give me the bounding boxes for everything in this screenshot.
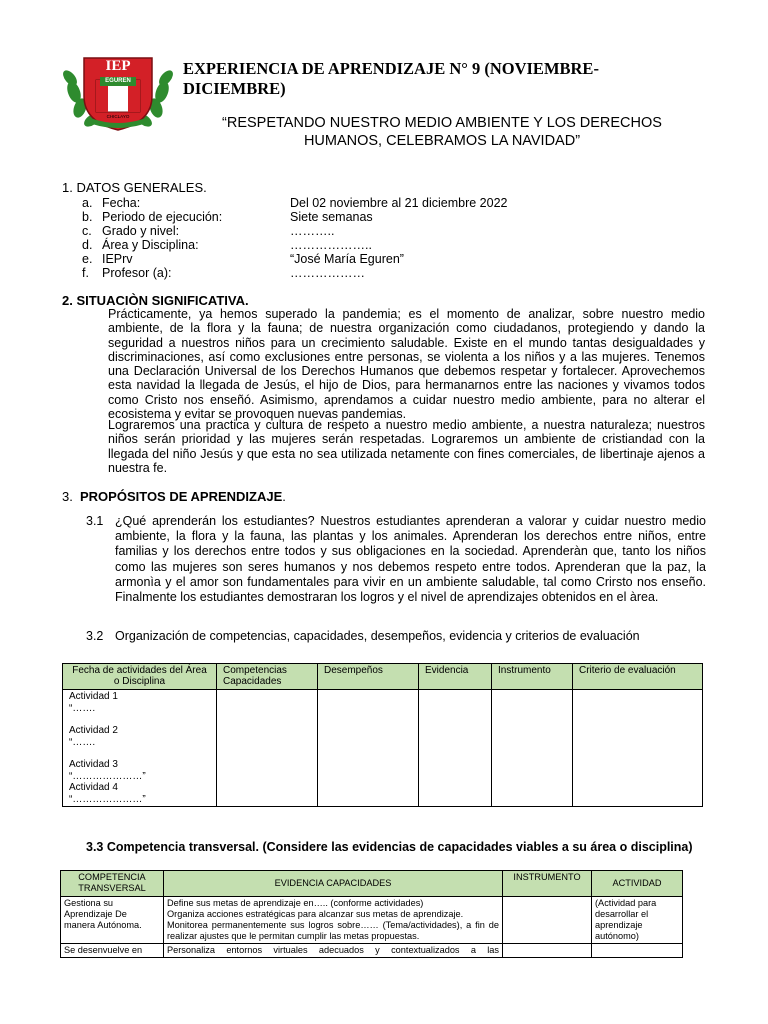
activity-dots: “…….: [69, 702, 96, 714]
table-header: COMPETENCIA TRANSVERSAL: [61, 871, 164, 897]
evidencia-line: Monitorea permanentemente sus logros sobre…… (Tema/actividades), a fin de realizar ajustes que le permitan cumplir las metas propuestas.: [167, 920, 499, 941]
table-header: INSTRUMENTO: [503, 871, 592, 897]
datos-item-label: Periodo de ejecución:: [102, 210, 223, 224]
table-header: Instrumento: [492, 664, 573, 690]
table-cell: [217, 690, 318, 807]
activity-name: Actividad 4: [69, 782, 118, 793]
datos-item-value: Del 02 noviembre al 21 diciembre 2022: [290, 196, 508, 210]
s31-paragraph: ¿Qué aprenderán los estudiantes? Nuestros estudiantes aprenderan a valorar y cuidar nuestro medio ambiente, la flora y la fauna, las plantas y los animales. Aprenderan los derechos entre niños, entre familias y los derechos entre todos y sus obligaciones en la sociedad. Aprenderàn que, tanto los niños como las mujeres son seres humanos y nos debemos respeto entre todos. Aprenderan que la paz, la armonìa y el amor son fundamentales para vivir en un ambiente saludable, tal como Crirsto nos enseño. Finalmente los estudiantes demostraran los logros y el nivel de aprendizajes obtenidos en el àrea.: [115, 514, 706, 605]
s31-num: 3.1: [86, 514, 104, 528]
page-title: [183, 59, 663, 99]
page-subtitle: [150, 114, 734, 150]
evidencia-line: Organiza acciones estratégicas para alcanzar sus metas de aprendizaje.: [167, 909, 464, 919]
logo-text-iep: IEP: [105, 58, 131, 74]
table-cell-activities: [63, 690, 217, 807]
datos-item: [82, 196, 140, 210]
page-subtitle-line2: HUMANOS, CELEBRAMOS LA NAVIDAD”: [303, 133, 581, 149]
datos-item-mark: e.: [82, 252, 93, 266]
table-header: Fecha de actividades del Área o Disciplina: [63, 664, 217, 690]
s32-text: Organización de competencias, capacidades, desempeños, evidencia y criterios de evaluación: [115, 629, 640, 643]
table-cell: [503, 944, 592, 958]
datos-item-mark: b.: [82, 210, 93, 224]
datos-item-mark: c.: [82, 224, 92, 238]
activity-name: Actividad 3: [69, 759, 118, 770]
table-header: Evidencia: [419, 664, 492, 690]
activity-dots: “…………………”: [69, 770, 146, 782]
datos-item-mark: a.: [82, 196, 93, 210]
datos-heading: 1. DATOS GENERALES.: [62, 180, 207, 195]
datos-item: [82, 252, 133, 266]
table-row: [61, 944, 683, 958]
activity-name: Actividad 2: [69, 725, 118, 736]
page-subtitle-line1: “RESPETANDO NUESTRO MEDIO AMBIENTE Y LOS DERECHOS: [222, 115, 662, 131]
situacion-paragraph-1: Prácticamente, ya hemos superado la pandemia; es el momento de analizar, sobre nuestro medio ambiente, de la flora y la fauna; de nuestra organización como ciudadanos, protegiendo y dando la seguridad a nuestros niños para un crecimiento saludable. Existe en el mundo tantas desigualdades y discriminaciones, así como exclusiones entre personas, se violenta a los niños y a las mujeres. Tenemos una Declaración Universal de los Derechos Humanos que debemos respetar y fortalecer. Aprovechemos esta navidad la llegada de Jesús, el hijo de Dios, para hermanarnos entre las naciones y vivamos todos como Cristo nos enseñó. Asimismo, aprendamos a cuidar nuestro medio ambiente, para no alterar el ecosistema y evitar se provoquen nuevas pandemias.: [108, 307, 705, 422]
table-cell: [573, 690, 703, 807]
datos-item-label: Profesor (a):: [102, 266, 172, 280]
competencia-transversal-table: [60, 870, 683, 958]
datos-item-label: Área y Disciplina:: [102, 238, 199, 252]
s32-num: 3.2: [86, 629, 104, 643]
propositos-heading-dot: .: [282, 489, 286, 504]
situacion-paragraph-2: Lograremos una practica y cultura de respeto a nuestro medio ambiente, a nuestra naturaleza; nuestros niños serán prioridad y las mujeres serán respetadas. Lograremos un ambiente de cristiandad con la llegada del niño Jesús y que esta no sea utilizada netamente con fines comerciales, de libertinaje ajenos a nuestra fe.: [108, 418, 705, 475]
propositos-heading-text: PROPÓSITOS DE APRENDIZAJE: [80, 489, 283, 504]
table-header: Desempeños: [318, 664, 419, 690]
table-cell-competencia: Gestiona su Aprendizaje De manera Autónoma.: [61, 897, 164, 944]
activity-dots: “…….: [69, 736, 96, 748]
propositos-heading: [62, 489, 286, 504]
situacion-heading: 2. SITUACIÒN SIGNIFICATIVA.: [62, 293, 249, 308]
datos-item-value: ………..: [290, 224, 335, 238]
table-cell-competencia: Se desenvuelve en: [61, 944, 164, 958]
table-cell: [492, 690, 573, 807]
table-header: ACTIVIDAD: [592, 871, 683, 897]
activity-dots: “…………………”: [69, 793, 146, 805]
evidencia-line: Define sus metas de aprendizaje en….. (conforme actividades): [167, 898, 424, 908]
s33-heading: 3.3 Competencia transversal. (Considere las evidencias de capacidades viables a su área o disciplina): [86, 840, 693, 854]
datos-item-value: ………………..: [290, 238, 372, 252]
table-cell-instrumento: [503, 897, 592, 944]
table-cell-actividad: (Actividad para desarrollar el aprendizaje autónomo): [592, 897, 683, 944]
activity-name: Actividad 1: [69, 691, 118, 702]
logo-text-eguren: EGUREN: [105, 78, 131, 84]
table-header: Competencias Capacidades: [217, 664, 318, 690]
table-cell-evidencia: [164, 897, 503, 944]
datos-item-value: “José María Eguren”: [290, 252, 404, 266]
table-header: EVIDENCIA CAPACIDADES: [164, 871, 503, 897]
logo-text-bottom: CHICLAYO: [106, 114, 130, 119]
datos-item-label: Fecha:: [102, 196, 141, 210]
datos-item: [82, 238, 199, 252]
propositos-heading-num: 3.: [62, 489, 73, 504]
datos-item: [82, 224, 179, 238]
datos-item-value: ………………: [290, 266, 365, 280]
datos-item-label: Grado y nivel:: [102, 224, 180, 238]
table-cell: [318, 690, 419, 807]
table-header: Criterio de evaluación: [573, 664, 703, 690]
datos-item-mark: f.: [82, 266, 89, 280]
page-title-line1: EXPERIENCIA DE APRENDIZAJE N° 9 (NOVIEMBRE-: [183, 59, 599, 78]
table-row: [61, 897, 683, 944]
competencias-table: [62, 663, 703, 807]
page-title-line2: DICIEMBRE): [183, 79, 286, 98]
datos-item: [82, 266, 171, 280]
table-cell: [419, 690, 492, 807]
datos-item-label: IEPrv: [102, 252, 133, 266]
datos-item-value: Siete semanas: [290, 210, 373, 224]
datos-item: [82, 210, 222, 224]
table-cell-evidencia: Personaliza entornos virtuales adecuados y contextualizados a las: [164, 944, 503, 958]
table-cell: [592, 944, 683, 958]
datos-item-mark: d.: [82, 238, 93, 252]
